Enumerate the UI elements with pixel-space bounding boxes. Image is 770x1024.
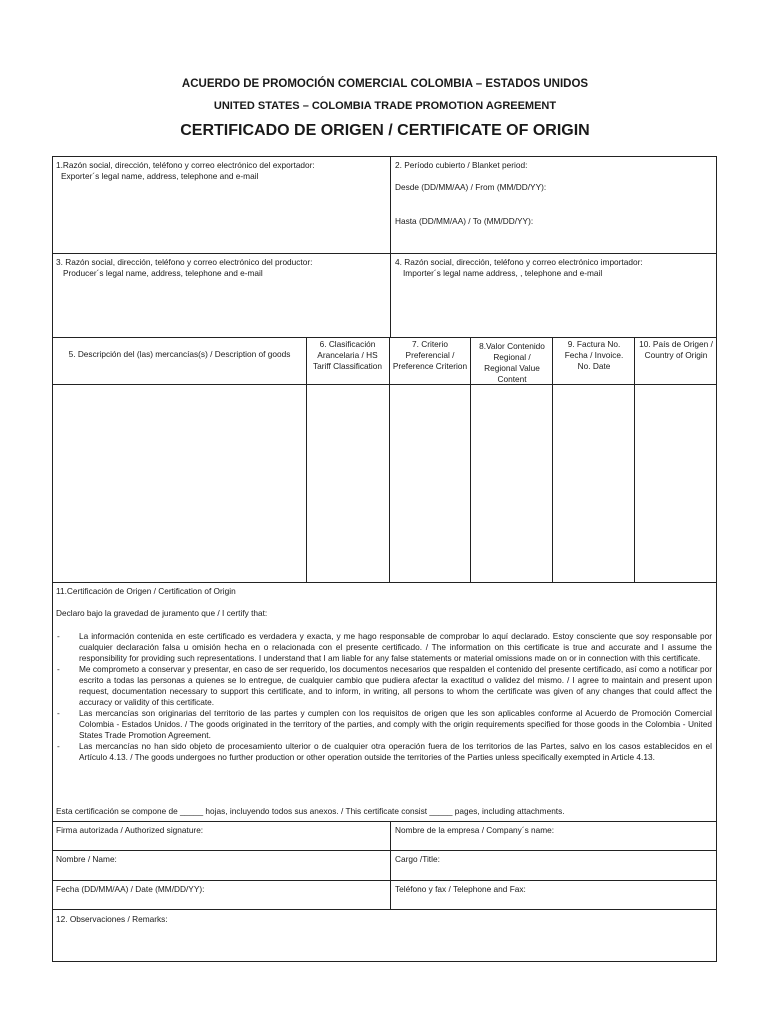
rule-after-date [53,909,716,910]
col-hs-classification: 6. Clasificación Arancelaria / HS Tariff Classification [312,339,382,371]
exporter-label: 1.Razón social, dirección, teléfono y correo electrónico del exportador: [56,160,315,170]
blanket-period-label: 2. Período cubierto / Blanket period: [395,160,528,170]
agreement-title-es: ACUERDO DE PROMOCIÓN COMERCIAL COLOMBIA – ESTADOS UNIDOS [181,78,589,90]
cert-item-2: - Me comprometo a conservar y presentar, en caso de ser requerido, los documentos necesarios que respalden el contenido del presente certificado, así como a notificar por escrito a todas las personas a quienes se lo entregue, de cualquier cambio que pudiera afectar la exactitud o validez del mismo. / I agree to maintain and present upon request, documentation necessary to support this certificate, and to inform, in writing, all persons to whom the certificate was given of any changes that could affect the accuracy or validity of this certificate. [57,664,712,707]
certificate-title: CERTIFICADO DE ORIGEN / CERTIFICATE OF ORIGIN [180,122,590,139]
signature-field[interactable]: Firma autorizada / Authorized signature: [56,825,204,835]
divider-col9 [552,337,553,582]
rule-after-box1 [53,253,716,254]
rule-after-goods [53,582,716,583]
cert-item-1: - La información contenida en este certificado es verdadera y exacta, y me hago responsable de comprobar lo aquí declarado. Estoy consciente que soy responsable por cualquier declaración falsa u omisión hecha en o relacionada con el presente certificado. / The information on this certificate is true and accurate and I assume the responsibility for providing such representations. I understand that I am liable for any false statements or material omissions made on or in connection with this certificate. [57,631,712,663]
exporter-label-en: Exporter´s legal name, address, telephone and e-mail [61,171,259,181]
rule-after-signature [53,850,716,851]
period-from-field[interactable]: Desde (DD/MM/AA) / From (MM/DD/YY): [395,182,547,192]
remarks-field[interactable]: 12. Observaciones / Remarks: [56,914,168,924]
divider-col8 [470,337,471,582]
rule-after-box3 [53,337,716,338]
date-field[interactable]: Fecha (DD/MM/AA) / Date (MM/DD/YY): [56,884,205,894]
divider-col6 [306,337,307,582]
cert-item-3: - Las mercancías son originarias del territorio de las partes y cumplen con los requisitos de origen que les son aplicables conforme al Acuerdo de Promoción Comercial Colombia - Estados Unidos. / The goods originated in the territory of the parties, and comply with the origin requirements specified for those goods in the Colombia - United States Trade Promotion Agreement. [57,708,712,740]
pages-statement: Esta certificación se compone de _____ hojas, incluyendo todos sus anexos. / This certificate consist _____ pages, including attachments. [56,806,565,816]
name-field[interactable]: Nombre / Name: [56,854,117,864]
phone-fax-field[interactable]: Teléfono y fax / Telephone and Fax: [395,884,526,894]
period-to-field[interactable]: Hasta (DD/MM/AA) / To (MM/DD/YY): [395,216,534,226]
importer-label: 4. Razón social, dirección, teléfono y correo electrónico importador: [395,257,643,267]
cert-item-4: - Las mercancías no han sido objeto de procesamiento ulterior o de cualquier otra operación fuera de los territorios de las Partes, salvo en los casos establecidos en el Artículo 4.13. / The goods undergoes no further production or other operation outside the territories of the Parties unless specifically exempted in Article 4.13. [57,741,712,762]
producer-label: 3. Razón social, dirección, teléfono y correo electrónico del productor: [56,257,313,267]
title-field[interactable]: Cargo /Title: [395,854,440,864]
company-name-field[interactable]: Nombre de la empresa / Company´s name: [395,825,555,835]
divider-top [390,157,391,337]
divider-fields [390,821,391,909]
divider-col10 [634,337,635,582]
col-country-origin: 10. País de Origen / Country of Origin [639,339,713,360]
agreement-title-en: UNITED STATES – COLOMBIA TRADE PROMOTION AGREEMENT [213,100,557,112]
col-preference-criterion: 7. Criterio Preferencial / Preference Criterion [392,339,468,371]
certification-list [57,631,712,763]
producer-label-en: Producer´s legal name, address, telephone and e-mail [63,268,263,278]
col-description: 5. Descripción del (las) mercancías(s) / Description of goods [68,349,291,359]
rule-after-name [53,880,716,881]
divider-col7 [389,337,390,582]
certification-title: 11.Certificación de Origen / Certification of Origin [56,586,236,596]
certificate-form [52,156,717,962]
col-invoice: 9. Factura No. Fecha / Invoice. No. Date [564,339,624,371]
rule-goods-header [53,384,716,385]
importer-label-en: Importer´s legal name address, , telephone and e-mail [403,268,603,278]
col-regional-value: 8.Valor Contenido Regional / Regional Value Content [479,341,545,384]
rule-after-cert [53,821,716,822]
certify-statement: Declaro bajo la gravedad de juramento que / I certify that: [56,608,268,618]
